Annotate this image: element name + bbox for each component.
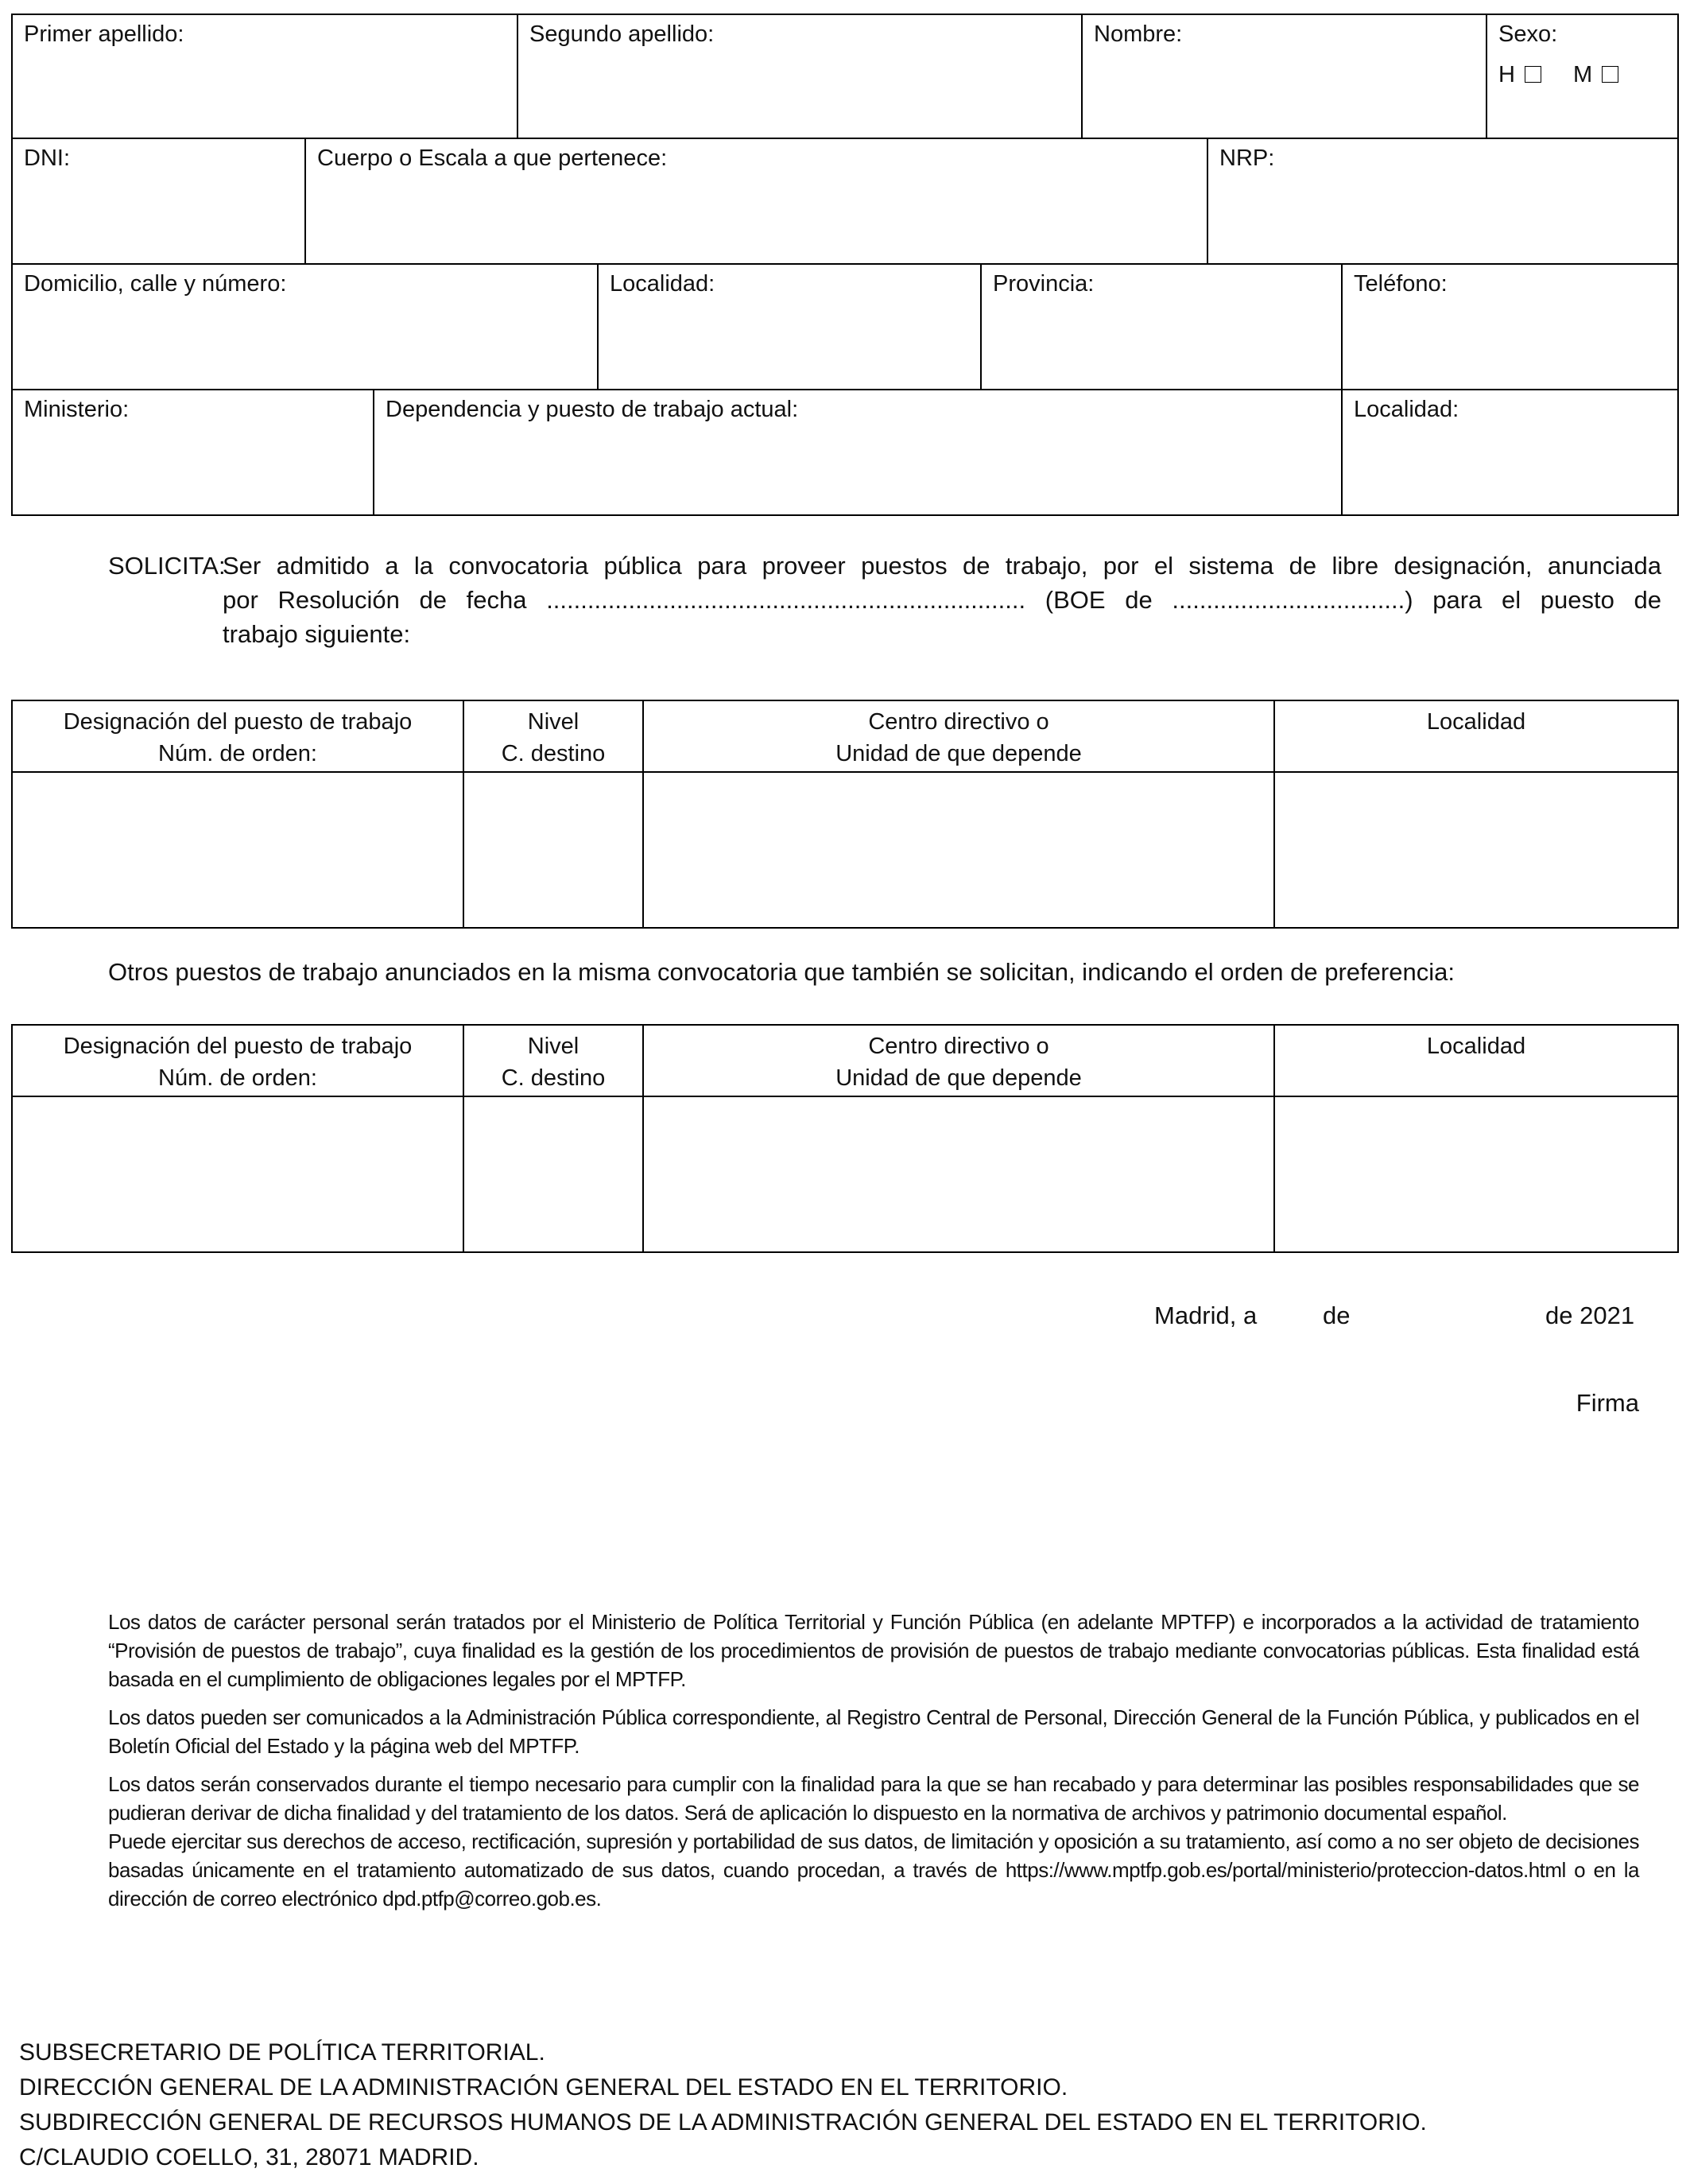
table-row bbox=[13, 1097, 1677, 1251]
form-row-dni bbox=[11, 139, 1679, 265]
privacy-paragraph-2: Los datos pueden ser comunicados a la Administración Pública correspondiente, al Registro Central de Personal, Dirección General de la Función Pública, y publicados en el Boletín Oficial del Estado y la página web del MPTFP. bbox=[108, 1705, 1639, 1758]
header-centro-line2: Unidad de que depende bbox=[835, 741, 1082, 766]
nrp-field[interactable] bbox=[1208, 139, 1677, 263]
provincia-field[interactable] bbox=[982, 265, 1343, 389]
sexo-label: Sexo: bbox=[1498, 21, 1558, 47]
header-designacion-line2: Núm. de orden: bbox=[158, 1065, 317, 1091]
sexo-h-checkbox[interactable] bbox=[1525, 66, 1541, 83]
footer-line-3: SUBDIRECCIÓN GENERAL DE RECURSOS HUMANOS DE LA ADMINISTRACIÓN GENERAL DEL ESTADO EN EL TERRITORIO. bbox=[19, 2109, 1427, 2136]
table-row bbox=[13, 773, 1677, 927]
madrid-label: Madrid, a bbox=[1154, 1301, 1258, 1329]
otros-puestos-text: Otros puestos de trabajo anunciados en la misma convocatoria que también se solicitan, indicando el orden de preferencia: bbox=[108, 958, 1455, 986]
cuerpo-escala-label: Cuerpo o Escala a que pertenece: bbox=[317, 145, 668, 171]
localidad-label: Localidad: bbox=[610, 271, 715, 297]
header-designacion-line2: Núm. de orden: bbox=[158, 741, 317, 766]
localidad-actual-label: Localidad: bbox=[1354, 397, 1459, 422]
sexo-field bbox=[1487, 15, 1677, 138]
privacy-paragraph-1: Los datos de carácter personal serán tratados por el Ministerio de Política Territorial y Función Pública (en adelante MPTFP) e incorporados a la actividad de tratamiento “Provisión de puestos de trabajo”, cuya finalidad es la gestión de los procedimientos de provisión de puestos de trabajo mediante convocatorias públicas. Esta finalidad está basada en el cumplimiento de obligaciones legales por el MPTFP. bbox=[108, 1610, 1639, 1691]
dni-label: DNI: bbox=[24, 145, 70, 171]
header-localidad-text: Localidad bbox=[1426, 1034, 1526, 1059]
ministerio-field[interactable] bbox=[13, 390, 374, 514]
nrp-label: NRP: bbox=[1219, 145, 1275, 171]
header-centro bbox=[644, 1026, 1275, 1096]
sexo-m-checkbox[interactable] bbox=[1602, 66, 1618, 83]
dependencia-label: Dependencia y puesto de trabajo actual: bbox=[386, 397, 799, 422]
requested-post-table bbox=[11, 700, 1679, 929]
nivel-cell[interactable] bbox=[464, 773, 644, 927]
table-header-row bbox=[13, 1026, 1677, 1097]
solicita-label: SOLICITA: bbox=[108, 552, 226, 580]
privacy-paragraph-4: Puede ejercitar sus derechos de acceso, rectificación, supresión y portabilidad de sus datos, de limitación y oposición a su tratamiento, así como a no ser objeto de decisiones basadas únicamente en el tratamiento automatizado de sus datos, cuando procedan, a través de https://www.mptfp.gob.es/portal/ministerio/proteccion-datos.html o en la dirección de correo electrónico dpd.ptfp@correo.gob.es. bbox=[108, 1829, 1639, 1911]
centro-cell[interactable] bbox=[644, 773, 1275, 927]
footer-line-2: DIRECCIÓN GENERAL DE LA ADMINISTRACIÓN GENERAL DEL ESTADO EN EL TERRITORIO. bbox=[19, 2074, 1068, 2101]
header-centro-line1: Centro directivo o bbox=[868, 709, 1049, 735]
header-centro-line1: Centro directivo o bbox=[868, 1034, 1049, 1059]
nombre-field[interactable] bbox=[1083, 15, 1487, 138]
header-localidad bbox=[1275, 1026, 1677, 1096]
header-nivel-line1: Nivel bbox=[527, 709, 579, 735]
header-nivel-line1: Nivel bbox=[527, 1034, 579, 1059]
provincia-label: Provincia: bbox=[993, 271, 1095, 297]
footer-line-4: C/CLAUDIO COELLO, 31, 28071 MADRID. bbox=[19, 2144, 479, 2170]
ministerio-label: Ministerio: bbox=[24, 397, 130, 422]
segundo-apellido-label: Segundo apellido: bbox=[529, 21, 715, 47]
primer-apellido-field[interactable] bbox=[13, 15, 518, 138]
header-nivel bbox=[464, 701, 644, 771]
solicita-line-1: Ser admitido a la convocatoria pública para proveer puestos de trabajo, por el sistema de libre designación, anunciada bbox=[223, 552, 1661, 580]
other-posts-table bbox=[11, 1024, 1679, 1253]
designacion-cell[interactable] bbox=[13, 773, 464, 927]
domicilio-label: Domicilio, calle y número: bbox=[24, 271, 287, 297]
solicita-line-3: trabajo siguiente: bbox=[223, 620, 411, 648]
telefono-label: Teléfono: bbox=[1354, 271, 1448, 297]
header-centro-line2: Unidad de que depende bbox=[835, 1065, 1082, 1091]
header-designacion-line1: Designación del puesto de trabajo bbox=[63, 709, 413, 735]
localidad-cell[interactable] bbox=[1275, 1097, 1677, 1251]
header-nivel bbox=[464, 1026, 644, 1096]
nivel-cell[interactable] bbox=[464, 1097, 644, 1251]
footer-line-1: SUBSECRETARIO DE POLÍTICA TERRITORIAL. bbox=[19, 2039, 545, 2066]
personal-data-form bbox=[11, 14, 1679, 516]
table-header-row bbox=[13, 701, 1677, 773]
designacion-cell[interactable] bbox=[13, 1097, 464, 1251]
privacy-notice bbox=[108, 1608, 1639, 1922]
form-row-domicilio bbox=[11, 265, 1679, 390]
telefono-field[interactable] bbox=[1343, 265, 1677, 389]
header-localidad bbox=[1275, 701, 1677, 771]
header-designacion-line1: Designación del puesto de trabajo bbox=[63, 1034, 413, 1059]
localidad-cell[interactable] bbox=[1275, 773, 1677, 927]
year-label: de 2021 bbox=[1545, 1301, 1635, 1329]
localidad-actual-field[interactable] bbox=[1343, 390, 1677, 514]
form-row-names bbox=[11, 14, 1679, 139]
header-designacion bbox=[13, 701, 464, 771]
header-centro bbox=[644, 701, 1275, 771]
sexo-m-label: M bbox=[1572, 62, 1593, 87]
domicilio-field[interactable] bbox=[13, 265, 599, 389]
solicita-paragraph bbox=[108, 549, 1661, 651]
segundo-apellido-field[interactable] bbox=[518, 15, 1083, 138]
sexo-options bbox=[1498, 62, 1666, 88]
cuerpo-escala-field[interactable] bbox=[306, 139, 1208, 263]
header-nivel-line2: C. destino bbox=[501, 1065, 606, 1091]
firma-label: Firma bbox=[1576, 1389, 1639, 1417]
de-label: de bbox=[1323, 1301, 1351, 1329]
sexo-m-option[interactable] bbox=[1573, 62, 1618, 88]
header-localidad-text: Localidad bbox=[1426, 709, 1526, 735]
primer-apellido-label: Primer apellido: bbox=[24, 21, 184, 47]
dependencia-field[interactable] bbox=[374, 390, 1343, 514]
localidad-field[interactable] bbox=[599, 265, 982, 389]
privacy-paragraph-3: Los datos serán conservados durante el tiempo necesario para cumplir con la finalidad para la que se han recabado y para determinar las posibles responsabilidades que se pudieran derivar de dicha finalidad y del tratamiento de los datos. Será de aplicación lo dispuesto en la normativa de archivos y patrimonio documental español. bbox=[108, 1772, 1639, 1825]
footer-address bbox=[19, 2035, 1427, 2175]
centro-cell[interactable] bbox=[644, 1097, 1275, 1251]
solicita-first-line bbox=[108, 549, 1661, 583]
header-designacion bbox=[13, 1026, 464, 1096]
form-row-ministerio bbox=[11, 390, 1679, 516]
dni-field[interactable] bbox=[13, 139, 306, 263]
nombre-label: Nombre: bbox=[1094, 21, 1183, 47]
header-nivel-line2: C. destino bbox=[501, 741, 606, 766]
solicita-line-2: por Resolución de fecha ...................................................................... (BOE de ..................................) para el puesto de bbox=[223, 586, 1661, 614]
sexo-h-option[interactable] bbox=[1498, 62, 1541, 88]
sexo-h-label: H bbox=[1498, 62, 1515, 87]
